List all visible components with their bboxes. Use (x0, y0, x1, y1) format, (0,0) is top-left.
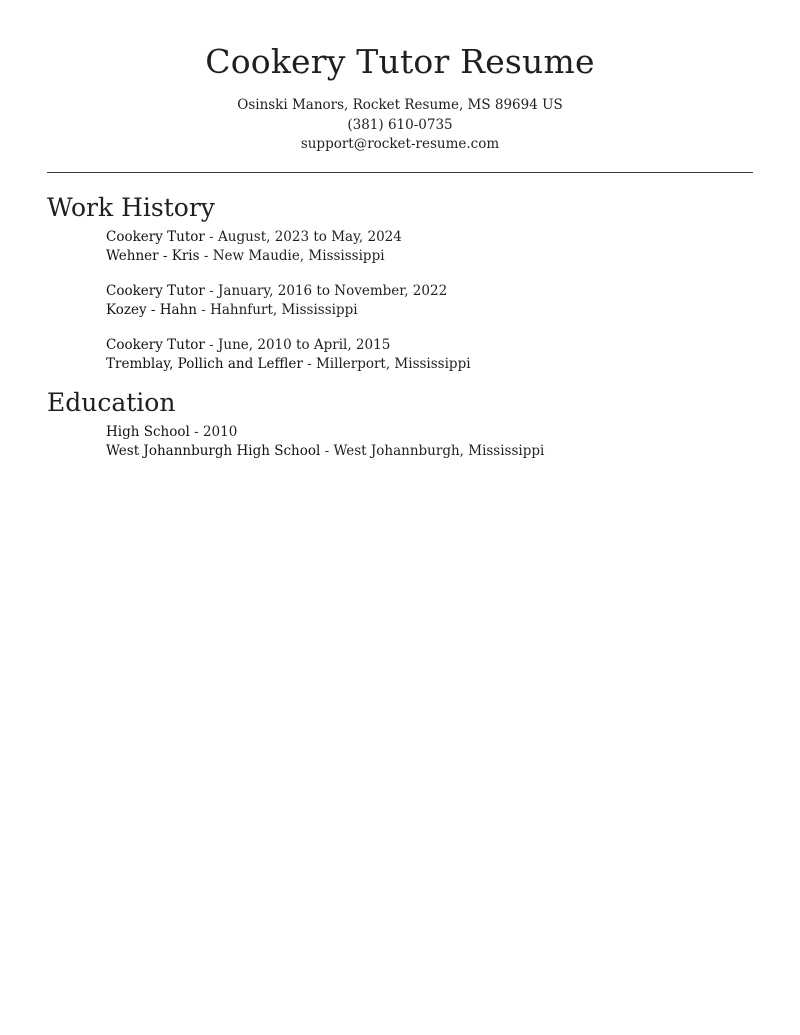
separator: - (189, 423, 203, 440)
education-entry (106, 423, 753, 461)
separator: - (302, 355, 316, 372)
work-entry-employer-line (106, 247, 753, 266)
work-location: New Maudie, Mississippi (212, 247, 385, 264)
education-entry-school-line (106, 442, 753, 461)
work-location: Millerport, Mississippi (315, 355, 471, 372)
phone-text: (381) 610-0735 (347, 116, 453, 133)
work-entry-title-line (106, 228, 753, 247)
header-divider (47, 172, 753, 173)
email-text: support@rocket-resume.com (300, 136, 500, 152)
separator: - (196, 301, 211, 318)
work-position: Cookery Tutor (106, 228, 205, 245)
work-entry (106, 228, 753, 266)
education-entry-title-line (106, 423, 753, 442)
address-text: Osinski Manors, Rocket Resume, MS 89694 US (237, 97, 563, 113)
work-entry-title-line (106, 336, 753, 355)
work-employer: Kozey - Hahn (106, 301, 197, 318)
page-title: Cookery Tutor Resume (205, 42, 595, 81)
contact-info (47, 96, 753, 155)
work-location: Hahnfurt, Mississippi (210, 301, 358, 318)
work-dates: January, 2016 to November, 2022 (218, 282, 448, 299)
work-position: Cookery Tutor (106, 282, 205, 299)
education-year: 2010 (202, 423, 238, 440)
work-history-list (47, 228, 753, 374)
education-school: West Johannburgh High School (106, 442, 321, 459)
education-heading: Education (47, 387, 176, 417)
resume-header (47, 0, 753, 155)
work-entry (106, 336, 753, 374)
education-list (47, 423, 753, 461)
work-entry (106, 282, 753, 320)
work-entry-title-line (106, 282, 753, 301)
separator: - (199, 247, 213, 264)
separator: - (320, 442, 334, 459)
education-degree: High School (106, 423, 190, 440)
education-location: West Johannburgh, Mississippi (333, 442, 545, 459)
work-employer: Wehner - Kris (106, 247, 200, 264)
work-employer: Tremblay, Pollich and Leffler (106, 355, 303, 372)
separator: - (204, 228, 218, 245)
work-dates: August, 2023 to May, 2024 (218, 228, 402, 245)
work-dates: June, 2010 to April, 2015 (218, 336, 391, 353)
work-entry-employer-line (106, 355, 753, 374)
separator: - (204, 282, 218, 299)
work-position: Cookery Tutor (106, 336, 205, 353)
work-history-heading: Work History (47, 192, 215, 222)
separator: - (204, 336, 218, 353)
work-entry-employer-line (106, 301, 753, 320)
